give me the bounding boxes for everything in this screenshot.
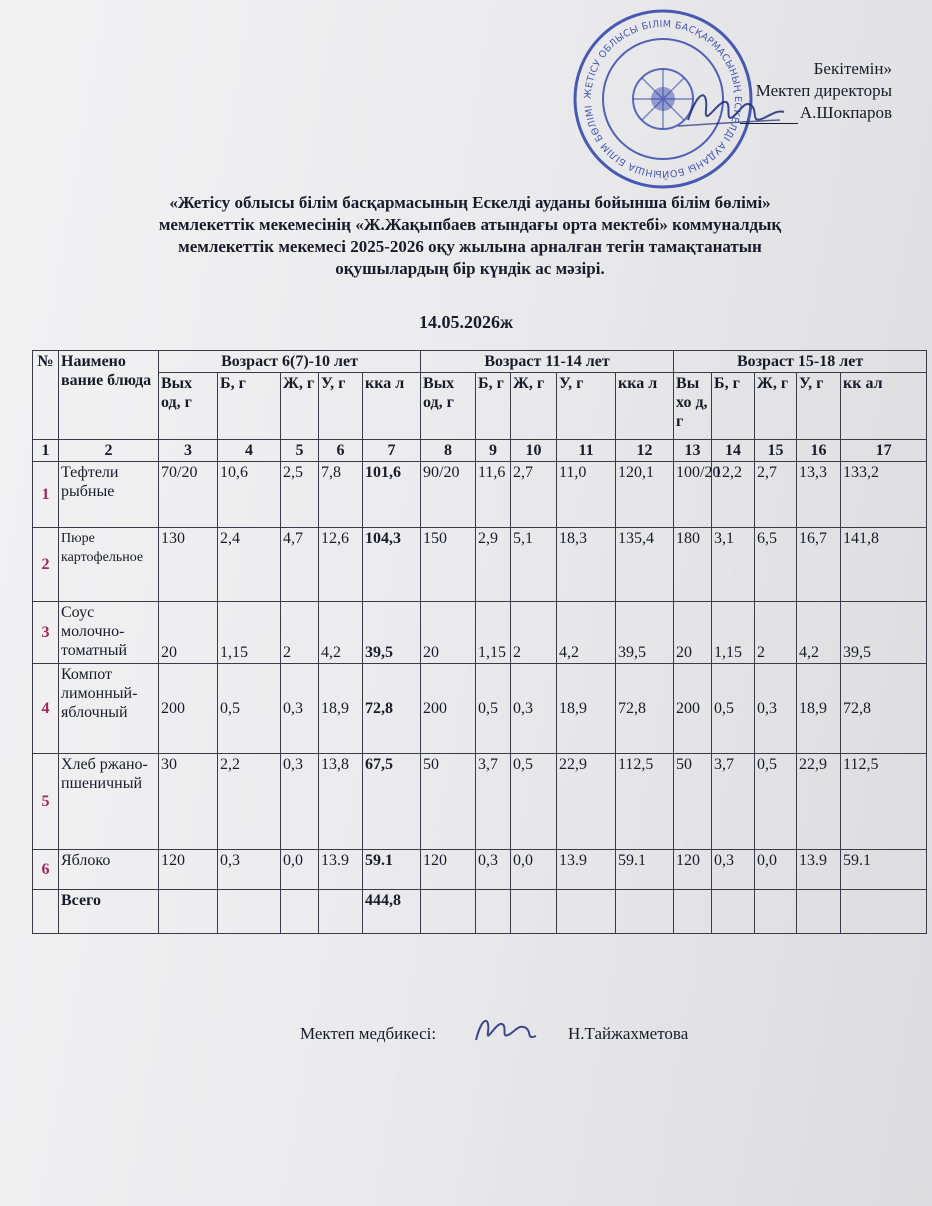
- table-cell: 22,9: [797, 754, 841, 850]
- column-number: 10: [511, 440, 557, 462]
- title-line-3: мемлекеттік мекемесі 2025-2026 оқу жылына арналған тегін тамақтанатын: [178, 237, 762, 256]
- dish-name: Соус молочно-томатный: [59, 602, 159, 664]
- column-number: 12: [616, 440, 674, 462]
- title-line-4: оқушылардың бір күндік ас мәзірі.: [335, 259, 605, 278]
- sub-header: Б, г: [476, 373, 511, 440]
- column-number: 6: [319, 440, 363, 462]
- table-cell: 2,7: [755, 462, 797, 528]
- table-cell: 180: [674, 528, 712, 602]
- table-cell: 104,3: [363, 528, 421, 602]
- column-number: 1: [33, 440, 59, 462]
- sub-header: Вых од, г: [421, 373, 476, 440]
- sub-header: кка л: [363, 373, 421, 440]
- sub-header: Ж, г: [281, 373, 319, 440]
- table-cell: 2,4: [218, 528, 281, 602]
- table-cell: 5,1: [511, 528, 557, 602]
- table-cell: 133,2: [841, 462, 927, 528]
- approval-line-2: Мектеп директоры: [755, 81, 892, 100]
- column-number: 17: [841, 440, 927, 462]
- table-cell: 2,2: [218, 754, 281, 850]
- table-cell: 0,3: [281, 664, 319, 754]
- table-cell: 20: [421, 602, 476, 664]
- table-cell: 59.1: [841, 850, 927, 890]
- table-cell: 2: [755, 602, 797, 664]
- total-row: [33, 890, 927, 934]
- table-cell: 18,9: [557, 664, 616, 754]
- table-cell: 120: [674, 850, 712, 890]
- sub-header: кка л: [616, 373, 674, 440]
- row-number: 2: [33, 528, 59, 602]
- table-cell: 1,15: [476, 602, 511, 664]
- table-cell: 18,3: [557, 528, 616, 602]
- table-cell: 3,1: [712, 528, 755, 602]
- table-cell: 12,6: [319, 528, 363, 602]
- table-row: [33, 528, 927, 602]
- age-group-header: Возраст 15-18 лет: [674, 351, 927, 373]
- col-header-no: №: [33, 351, 59, 440]
- table-cell: 59.1: [363, 850, 421, 890]
- table-cell: 4,2: [557, 602, 616, 664]
- row-number: 1: [33, 462, 59, 528]
- menu-table: [32, 350, 927, 934]
- table-cell: 0,3: [218, 850, 281, 890]
- dish-name: Яблоко: [59, 850, 159, 890]
- menu-date: 14.05.2026ж: [418, 312, 514, 332]
- sub-header: У, г: [797, 373, 841, 440]
- table-cell: 0,3: [755, 664, 797, 754]
- table-cell: 0,5: [218, 664, 281, 754]
- column-number: 16: [797, 440, 841, 462]
- table-cell: 0,5: [712, 664, 755, 754]
- table-cell: 20: [159, 602, 218, 664]
- table-cell: 101,6: [363, 462, 421, 528]
- table-cell: 0,5: [755, 754, 797, 850]
- title-line-2: мемлекеттік мекемесінің «Ж.Жақыпбаев атындағы орта мектебі» коммуналдық: [158, 215, 782, 234]
- dish-name: Компот лимонный-яблочный: [59, 664, 159, 754]
- table-cell: 72,8: [616, 664, 674, 754]
- table-cell: 18,9: [319, 664, 363, 754]
- table-cell: 0,3: [712, 850, 755, 890]
- table-cell: 200: [421, 664, 476, 754]
- table-cell: 7,8: [319, 462, 363, 528]
- dish-name: Тефтели рыбные: [59, 462, 159, 528]
- title-line-1: «Жетісу облысы білім басқармасының Ескелді ауданы бойынша білім бөлімі»: [169, 193, 771, 212]
- table-cell: 0,0: [281, 850, 319, 890]
- table-cell: 67,5: [363, 754, 421, 850]
- table-cell: 72,8: [841, 664, 927, 754]
- table-cell: 13,3: [797, 462, 841, 528]
- column-number: 2: [59, 440, 159, 462]
- table-cell: 16,7: [797, 528, 841, 602]
- table-cell: 120: [421, 850, 476, 890]
- table-cell: 135,4: [616, 528, 674, 602]
- table-cell: 200: [159, 664, 218, 754]
- table-cell: 1,15: [712, 602, 755, 664]
- table-cell: 13.9: [557, 850, 616, 890]
- column-number: 4: [218, 440, 281, 462]
- approval-line-1: Бекітемін»: [813, 59, 892, 78]
- table-cell: 141,8: [841, 528, 927, 602]
- nurse-label: Мектеп медбикесі:: [300, 1024, 437, 1043]
- table-cell: 22,9: [557, 754, 616, 850]
- total-label: Всего: [59, 890, 159, 934]
- table-cell: 70/20: [159, 462, 218, 528]
- table-row: [33, 602, 927, 664]
- nurse-signature: [470, 1010, 540, 1050]
- table-cell: 200: [674, 664, 712, 754]
- table-cell: 3,7: [712, 754, 755, 850]
- table-cell: 0,5: [476, 664, 511, 754]
- menu-rows: [33, 462, 927, 890]
- column-number: 14: [712, 440, 755, 462]
- table-cell: 4,7: [281, 528, 319, 602]
- table-cell: 13,8: [319, 754, 363, 850]
- row-number: 6: [33, 850, 59, 890]
- table-row: [33, 462, 927, 528]
- table-cell: 11,6: [476, 462, 511, 528]
- table-cell: 130: [159, 528, 218, 602]
- sub-header: У, г: [557, 373, 616, 440]
- table-cell: 13.9: [319, 850, 363, 890]
- table-cell: 112,5: [616, 754, 674, 850]
- table-cell: 0,3: [476, 850, 511, 890]
- table-cell: 2,9: [476, 528, 511, 602]
- col-header-dish: Наимено вание блюда: [59, 351, 159, 440]
- table-cell: 2: [281, 602, 319, 664]
- table-cell: 10,6: [218, 462, 281, 528]
- row-number: 3: [33, 602, 59, 664]
- table-cell: 13.9: [797, 850, 841, 890]
- total-kcal: 444,8: [363, 890, 421, 934]
- footer: [300, 1024, 689, 1044]
- table-cell: 18,9: [797, 664, 841, 754]
- table-cell: 3,7: [476, 754, 511, 850]
- table-cell: 4,2: [797, 602, 841, 664]
- column-number: 13: [674, 440, 712, 462]
- table-cell: 50: [674, 754, 712, 850]
- table-row: [33, 850, 927, 890]
- table-cell: 150: [421, 528, 476, 602]
- table-cell: 0,3: [281, 754, 319, 850]
- table-cell: 112,5: [841, 754, 927, 850]
- column-number: 3: [159, 440, 218, 462]
- table-cell: 2: [511, 602, 557, 664]
- row-number: 5: [33, 754, 59, 850]
- table-cell: 39,5: [616, 602, 674, 664]
- table-cell: 0,0: [755, 850, 797, 890]
- table-cell: 30: [159, 754, 218, 850]
- table-cell: 2,5: [281, 462, 319, 528]
- table-cell: 0,5: [511, 754, 557, 850]
- table-cell: 59.1: [616, 850, 674, 890]
- column-number: 9: [476, 440, 511, 462]
- svg-text:ЖЕТІСУ ОБЛЫСЫ БІЛІМ БАСҚАРМАСЫ: ЖЕТІСУ ОБЛЫСЫ БІЛІМ БАСҚАРМАСЫНЫҢ ЕСКЕЛДІ АУДАНЫ БОЙЫНША БІЛІМ БӨЛІМІ: [582, 18, 744, 180]
- age-group-header: Возраст 11-14 лет: [421, 351, 674, 373]
- table-cell: 72,8: [363, 664, 421, 754]
- table-row: [33, 754, 927, 850]
- sub-header: Ж, г: [511, 373, 557, 440]
- director-name: А.Шокпаров: [799, 103, 892, 122]
- column-number: 5: [281, 440, 319, 462]
- sub-header: Б, г: [218, 373, 281, 440]
- nurse-name: Н.Тайжахметова: [568, 1024, 689, 1043]
- table-cell: 90/20: [421, 462, 476, 528]
- row-number: 4: [33, 664, 59, 754]
- sub-header: Вы хо д, г: [674, 373, 712, 440]
- dish-name: Пюре картофельное: [59, 528, 159, 602]
- column-number: 15: [755, 440, 797, 462]
- table-cell: 20: [674, 602, 712, 664]
- table-cell: 6,5: [755, 528, 797, 602]
- director-signature: [668, 80, 788, 142]
- age-group-header: Возраст 6(7)-10 лет: [159, 351, 421, 373]
- table-cell: 50: [421, 754, 476, 850]
- sub-header: У, г: [319, 373, 363, 440]
- table-cell: 120: [159, 850, 218, 890]
- table-cell: 0,0: [511, 850, 557, 890]
- table-cell: 4,2: [319, 602, 363, 664]
- sub-header: Ж, г: [755, 373, 797, 440]
- sub-header: Б, г: [712, 373, 755, 440]
- column-number: 8: [421, 440, 476, 462]
- table-row: [33, 664, 927, 754]
- table-cell: 0,3: [511, 664, 557, 754]
- table-cell: 11,0: [557, 462, 616, 528]
- sub-header: кк ал: [841, 373, 927, 440]
- table-cell: 100/20: [674, 462, 712, 528]
- table-cell: 1,15: [218, 602, 281, 664]
- table-cell: 12,2: [712, 462, 755, 528]
- document-title: [100, 192, 840, 280]
- table-cell: 39,5: [363, 602, 421, 664]
- total-blank: [33, 890, 59, 934]
- table-cell: 120,1: [616, 462, 674, 528]
- column-number-row: [33, 440, 927, 462]
- table-cell: 2,7: [511, 462, 557, 528]
- table-cell: 39,5: [841, 602, 927, 664]
- dish-name: Хлеб ржано-пшеничный: [59, 754, 159, 850]
- column-number: 11: [557, 440, 616, 462]
- sub-header: Вых од, г: [159, 373, 218, 440]
- column-number: 7: [363, 440, 421, 462]
